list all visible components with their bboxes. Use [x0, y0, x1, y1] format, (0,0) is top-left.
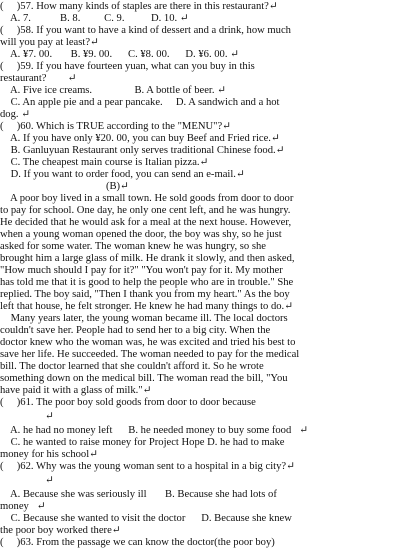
q57-options: A. 7. B. 8. C. 9. D. 10. ↵	[0, 13, 189, 24]
passage-line: Many years later, the young woman became ill. The local doctors	[0, 313, 288, 324]
q59-question: ( )59. If you have fourteen yuan, what can you buy in this	[0, 61, 255, 72]
passage-line: save her life. He succeeded. The woman needed to pay for the medical	[0, 349, 300, 360]
q61-options-cd: C. he wanted to raise money for Project Hope D. he had to make	[0, 437, 285, 448]
q61-question: ( )61. The poor boy sold goods from door to door because	[0, 397, 256, 408]
q60-option-d: D. If you want to order food, you can send an e-mail.↵	[0, 169, 245, 180]
passage-line: when a young woman opened the door, the boy was shy, so he just	[0, 229, 282, 240]
q62-options-ab: A. Because she was seriously ill B. Because she had lots of	[0, 489, 277, 500]
q60-option-c: C. The cheapest main course is Italian pizza.↵	[0, 157, 209, 168]
section-b-heading: (B)↵	[0, 181, 129, 192]
q62-options-cd: C. Because she wanted to visit the doctor D. Because she knew	[0, 513, 292, 524]
passage-line: asked for some water. The woman knew he was hungry, so she	[0, 241, 266, 252]
passage-line: couldn't save her. People had to send her to a big city. When the	[0, 325, 271, 336]
q58-options: A. ¥7. 00. B. ¥9. 00. C. ¥8. 00. D. ¥6. 00. ↵	[0, 49, 240, 60]
q62-options-cd-cont: the poor boy worked there↵	[0, 525, 121, 536]
passage-line: replied. The boy said, "Then I thank you from my heart." As the boy	[0, 289, 290, 300]
passage-line: left that house, he felt stronger. He knew he had many things to do.↵	[0, 301, 294, 312]
q62-options-ab-cont: money ↵	[0, 501, 46, 512]
passage-line: A poor boy lived in a small town. He sold goods from door to door	[0, 193, 294, 204]
passage-line: brought him a large glass of milk. He drank it slowly, and then asked,	[0, 253, 295, 264]
passage-line: "How much should I pay for it?" "You won't pay for it. My mother	[0, 265, 283, 276]
passage-line: He decided that he would ask for a meal at the next house. However,	[0, 217, 292, 228]
passage-line: has told me that it is good to help the people who are in trouble." She	[0, 277, 294, 288]
q61-blank: ↵	[0, 411, 54, 422]
passage-line: something down on the medical bill. The woman read the bill, "You	[0, 373, 288, 384]
q61-options-ab: A. he had no money left B. he needed money to buy some food ↵	[0, 425, 309, 436]
q58-question-cont: will you pay at least?↵	[0, 37, 99, 48]
q58-question: ( )58. If you want to have a kind of dessert and a drink, how much	[0, 25, 291, 36]
passage-line: to pay for school. One day, he only one cent left, and he was hungry.	[0, 205, 291, 216]
passage-line: have paid it with a glass of milk."↵	[0, 385, 152, 396]
q59-options-cd-cont: dog. ↵	[0, 109, 31, 120]
q63-question: ( )63. From the passage we can know the doctor(the poor boy)	[0, 537, 275, 548]
q59-question-cont: restaurant? ↵	[0, 73, 77, 84]
passage-line: doctor knew who the woman was, he was excited and tried his best to	[0, 337, 296, 348]
q61-options-cd-cont: money for his school↵	[0, 449, 99, 460]
q57-question: ( )57. How many kinds of staples are there in this restaurant?↵	[0, 1, 278, 12]
passage-line: bill. The doctor learned that she couldn't afford it. So he wrote	[0, 361, 264, 372]
q59-options-cd: C. An apple pie and a pear pancake. D. A sandwich and a hot	[0, 97, 280, 108]
q60-option-a: A. If you have only ¥20. 00, you can buy Beef and Fried rice.↵	[0, 133, 280, 144]
q60-question: ( )60. Which is TRUE according to the "MENU"?↵	[0, 121, 232, 132]
q62-question: ( )62. Why was the young woman sent to a hospital in a big city?↵	[0, 461, 295, 472]
q59-options-ab: A. Five ice creams. B. A bottle of beer. ↵	[0, 85, 227, 96]
q62-blank: ↵	[0, 475, 54, 486]
q60-option-b: B. Ganluyuan Restaurant only serves traditional Chinese food.↵	[0, 145, 285, 156]
